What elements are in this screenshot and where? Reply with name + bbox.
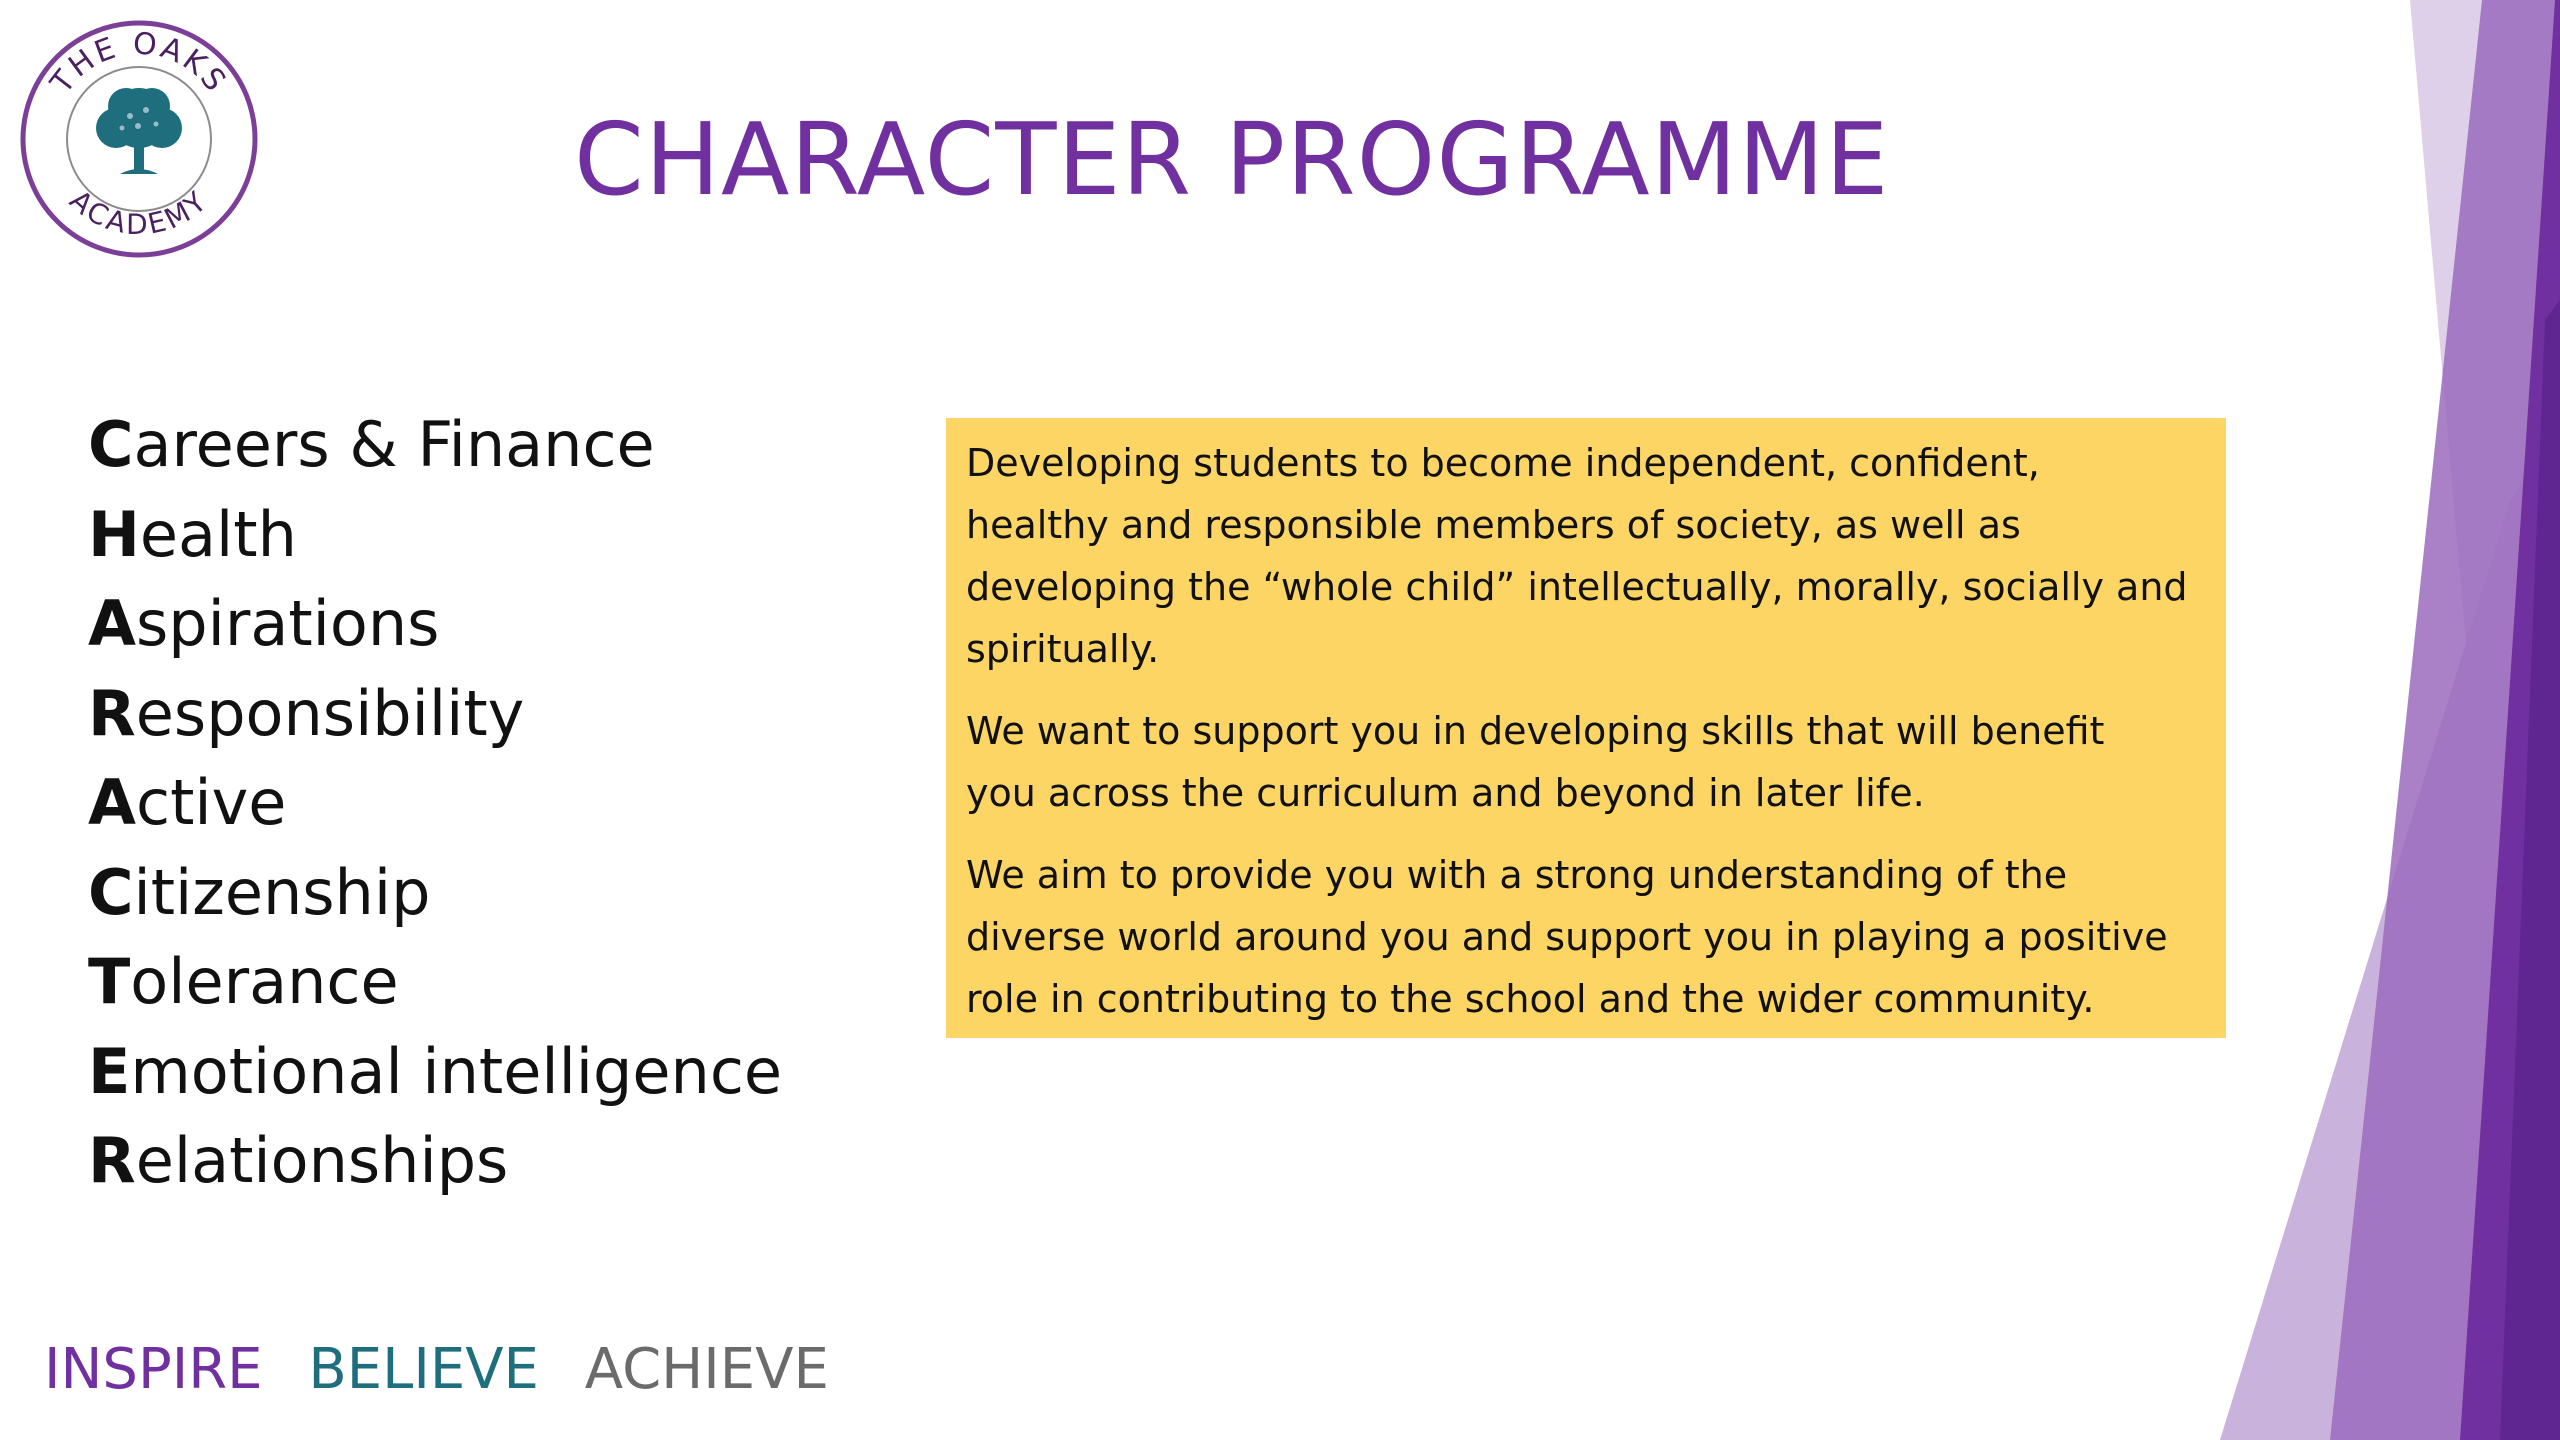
info-line: spiritually.	[966, 627, 1160, 671]
acrostic-rest: esponsibility	[135, 676, 525, 750]
info-box	[946, 418, 2226, 1038]
acrostic-rest: itizenship	[133, 855, 431, 929]
acrostic-rest: motional intelligence	[130, 1034, 783, 1108]
acrostic-rest: elationships	[135, 1124, 509, 1197]
acrostic-initial: E	[88, 1034, 131, 1108]
acrostic-item	[88, 758, 782, 848]
info-line: Developing students to become independent, confident,	[966, 441, 2040, 485]
acrostic-item	[88, 1116, 782, 1206]
info-line: developing the “whole child” intellectually, morally, socially and	[966, 565, 2188, 609]
acrostic-item	[88, 669, 782, 759]
acrostic-rest: areers & Finance	[133, 408, 655, 481]
logo-top-text: THE OAKS	[44, 26, 234, 101]
school-logo	[18, 18, 260, 260]
acrostic-item	[88, 579, 782, 669]
info-line: you across the curriculum and beyond in later life.	[966, 771, 1925, 815]
page-title: CHARACTER PROGRAMME	[574, 101, 1890, 218]
info-line: We want to support you in developing skills that will benefit	[966, 709, 2105, 753]
acrostic-initial: R	[88, 1124, 136, 1197]
motto-word-inspire: INSPIRE	[44, 1337, 263, 1402]
acrostic-initial: C	[88, 855, 134, 929]
info-line: diverse world around you and support you in playing a positive	[966, 915, 2168, 959]
acrostic-item	[88, 1027, 782, 1117]
logo-bottom-text: ACADEMY	[63, 183, 215, 242]
info-line: role in contributing to the school and the wider community.	[966, 977, 2095, 1021]
acrostic-initial: A	[88, 766, 136, 839]
info-line: We aim to provide you with a strong understanding of the	[966, 853, 2068, 897]
info-line: healthy and responsible members of society, as well as	[966, 503, 2021, 547]
school-motto	[44, 1335, 857, 1405]
acrostic-item	[88, 848, 782, 938]
motto-word-believe: BELIEVE	[308, 1337, 539, 1402]
acrostic-initial: C	[88, 408, 134, 481]
motto-word-achieve: ACHIEVE	[584, 1337, 829, 1402]
acrostic-rest: spirations	[135, 587, 440, 660]
acrostic-rest: ctive	[135, 766, 287, 839]
acrostic-initial: A	[88, 587, 136, 660]
acrostic-item	[88, 400, 782, 490]
acrostic-rest: olerance	[130, 945, 399, 1018]
acrostic-initial: T	[88, 945, 131, 1018]
acrostic-item	[88, 937, 782, 1027]
acrostic-rest: ealth	[139, 497, 297, 571]
acrostic-initial: R	[88, 676, 136, 750]
info-paragraph	[966, 844, 2204, 1030]
acrostic-item	[88, 490, 782, 580]
info-paragraph	[966, 432, 2204, 680]
acrostic-list	[88, 400, 782, 1206]
info-paragraph	[966, 700, 2204, 824]
acrostic-initial: H	[88, 497, 140, 571]
